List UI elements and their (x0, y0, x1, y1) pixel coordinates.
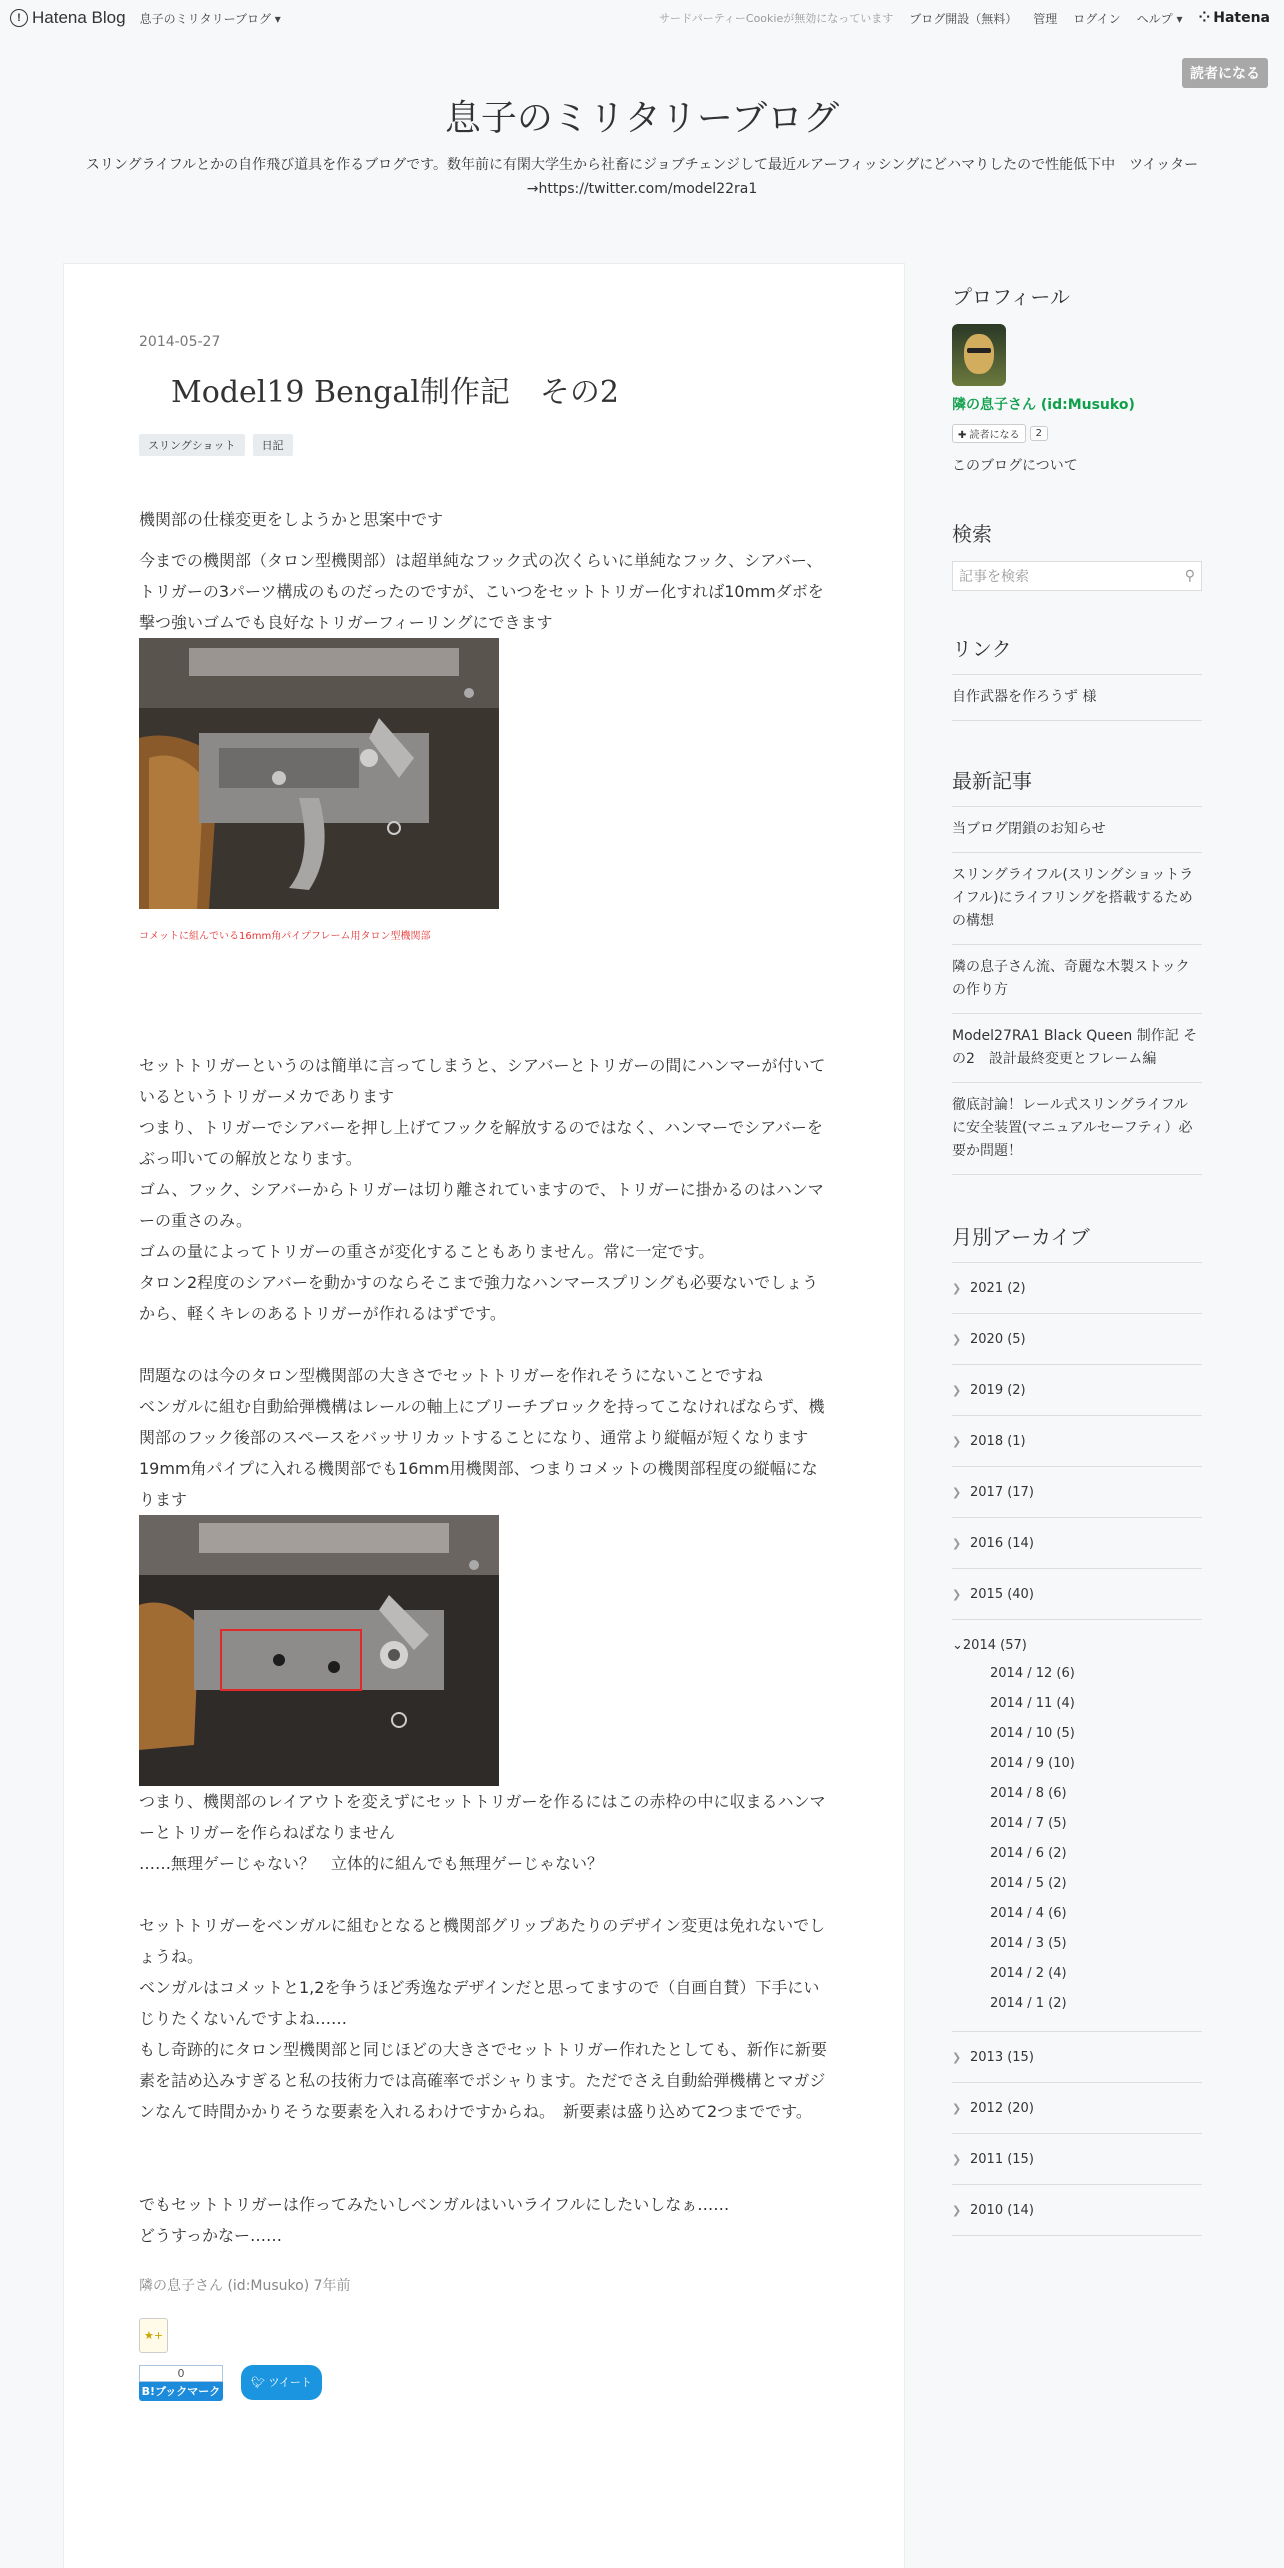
paragraph: つまり、トリガーでシアバーを押し上げてフックを解放するのではなく、ハンマーでシアバーをぶっ叩いての解放となります。 (139, 1118, 823, 1168)
article-author-line[interactable]: 隣の息子さん (id:Musuko) 7年前 (139, 2278, 351, 2294)
paragraph: 機関部の仕様変更をしようかと思案中です (139, 510, 444, 529)
profile-subscribe (952, 424, 1202, 443)
profile-module (952, 281, 1202, 475)
share-buttons (139, 2365, 829, 2401)
add-star-button[interactable]: ★+ (139, 2318, 168, 2353)
hatena-dots-icon: ⁘ (1198, 10, 1211, 26)
paragraph: ゴム、フック、シアバーからトリガーは切り離されていますので、トリガーに掛かるのはハンマーの重さのみ。 (139, 1180, 824, 1230)
archive-month[interactable]: 2014 / 10 (5) (990, 1726, 1075, 1741)
archive-month[interactable]: 2014 / 12 (6) (990, 1666, 1075, 1681)
archive-year[interactable]: ⌄ 2014 (57) (952, 1638, 1027, 1653)
bookmark-label: B!ブックマーク (139, 2382, 223, 2401)
chevron-right-icon: ❯ (952, 2101, 962, 2115)
category-tag[interactable]: スリングショット (139, 434, 245, 456)
article-categories (139, 434, 293, 456)
search-input[interactable] (952, 561, 1202, 591)
archive-year-expanded (952, 1620, 1202, 2032)
article-title[interactable]: Model19 Bengal制作記 その2 (171, 375, 619, 410)
archive-year[interactable]: ❯ 2021 (2) (952, 1263, 1202, 1314)
hatena-logo-icon: ! (10, 9, 28, 27)
paragraph: 今までの機関部（タロン型機関部）は超単純なフック式の次くらいに単純なフック、シアバー、トリガーの3パーツ構成のものだったのですが、こいつをセットトリガー化すれば10mmダボを撃つ強いゴムでも良好なトリガーフィーリングにできます (139, 551, 824, 632)
search-heading: 検索 (952, 522, 992, 546)
archive-year[interactable]: ❯ 2016 (14) (952, 1518, 1202, 1569)
archive-year[interactable]: ❯ 2011 (15) (952, 2134, 1202, 2185)
bookmark-count: 0 (139, 2365, 223, 2382)
paragraph: もし奇跡的にタロン型機関部と同じほどの大きさでセットトリガー作れたとしても、新作に新要素を詰め込みすぎると私の技術力では高確率でポシャります。ただでさえ自動給弾機構とマガジンなんて時間かかりそうな要素を入れるわけですからね。 新要素は盛り込めて2つまでです。 (139, 2040, 827, 2121)
links-module (952, 633, 1202, 721)
trigger-mechanism-photo-1[interactable] (139, 638, 499, 909)
hatena-bookmark-button[interactable] (139, 2365, 223, 2401)
paragraph: セットトリガーをベンガルに組むとなると機関部グリップあたりのデザイン変更は免れないでしょうね。 (139, 1916, 826, 1966)
search-placeholder: 記事を検索 (959, 569, 1029, 585)
recent-entry[interactable]: スリングライフル(スリングショットライフル)にライフリングを搭載するための構想 (952, 853, 1202, 945)
archive-year[interactable]: ❯ 2015 (40) (952, 1569, 1202, 1620)
chevron-right-icon: ❯ (952, 1281, 962, 1295)
chevron-right-icon: ❯ (952, 1434, 962, 1448)
blog-selector[interactable]: 息子のミリタリーブログ ▾ (139, 11, 281, 26)
chevron-right-icon: ❯ (952, 2152, 962, 2166)
archive-year[interactable]: ❯ 2013 (15) (952, 2032, 1202, 2083)
archive-year[interactable]: ❯ 2018 (1) (952, 1416, 1202, 1467)
paragraph: 問題なのは今のタロン型機関部の大きさでセットトリガーを作れそうにないことですね (139, 1366, 763, 1385)
archive-heading: 月別アーカイブ (952, 1221, 1202, 1263)
category-tag[interactable]: 日記 (253, 434, 293, 456)
recent-entry[interactable]: 当ブログ閉鎖のお知らせ (952, 807, 1202, 853)
archive-year[interactable]: ❯ 2017 (17) (952, 1467, 1202, 1518)
paragraph: つまり、機関部のレイアウトを変えずにセットトリガーを作るにはこの赤枠の中に収まるハンマーとトリガーを作らねばなりません (139, 1792, 826, 1842)
chevron-right-icon: ❯ (952, 1536, 962, 1550)
archive-year[interactable]: ❯ 2019 (2) (952, 1365, 1202, 1416)
recent-heading: 最新記事 (952, 765, 1202, 807)
paragraph: ベンガルに組む自動給弾機構はレールの軸上にブリーチブロックを持ってこなければならず、機関部のフック後部のスペースをバッサリカットすることになり、通常より縦幅が短くなります (139, 1397, 825, 1447)
recent-entry[interactable]: Model27RA1 Black Queen 制作記 その2 設計最終変更とフレーム編 (952, 1014, 1202, 1083)
chevron-right-icon: ❯ (952, 2203, 962, 2217)
tweet-button[interactable]: 🐦︎ ツイート (241, 2365, 322, 2400)
chevron-right-icon: ❯ (952, 1485, 962, 1499)
profile-heading: プロフィール (952, 285, 1070, 309)
paragraph: セットトリガーというのは簡単に言ってしまうと、シアバーとトリガーの間にハンマーが付いているというトリガーメカであります (139, 1056, 826, 1106)
search-module (952, 518, 1202, 591)
article-date[interactable]: 2014-05-27 (139, 334, 221, 350)
chevron-right-icon: ❯ (952, 1587, 962, 1601)
avatar[interactable] (952, 324, 1006, 386)
chevron-right-icon: ❯ (952, 1383, 962, 1397)
chevron-down-icon: ⌄ (952, 1638, 963, 1653)
hatena-menu[interactable]: ⁘ Hatena (1198, 10, 1270, 26)
archive-month[interactable]: 2014 / 9 (10) (990, 1756, 1075, 1771)
manage-link[interactable]: 管理 (1033, 11, 1058, 26)
image-caption: コメットに組んでいる16mm角パイプフレーム用タロン型機関部 (139, 931, 431, 942)
about-blog-link[interactable]: このブログについて (952, 458, 1078, 474)
archive-month[interactable]: 2014 / 6 (2) (990, 1846, 1067, 1861)
profile-name[interactable]: 隣の息子さん (id:Musuko) (952, 397, 1135, 413)
subscriber-count[interactable]: 2 (1030, 426, 1048, 441)
paragraph: ……無理ゲーじゃない？ 立体的に組んでも無理ゲーじゃない？ (139, 1854, 604, 1873)
subscribe-small-button[interactable]: ✚ 読者になる (952, 424, 1026, 443)
recent-entry[interactable]: 徹底討論！レール式スリングライフルに安全装置(マニュアルセーフティ）必要か問題！ (952, 1083, 1202, 1175)
paragraph: ゴムの量によってトリガーの重さが変化することもありません。常に一定です。 (139, 1242, 715, 1261)
archive-month[interactable]: 2014 / 1 (2) (990, 1996, 1067, 2011)
help-menu[interactable]: ヘルプ ▾ (1136, 11, 1183, 26)
archive-month[interactable]: 2014 / 2 (4) (990, 1966, 1067, 1981)
archive-month[interactable]: 2014 / 11 (4) (990, 1696, 1075, 1711)
archive-month[interactable]: 2014 / 4 (6) (990, 1906, 1067, 1921)
chevron-right-icon: ❯ (952, 1332, 962, 1346)
global-header (0, 0, 1284, 36)
blog-title[interactable]: 息子のミリタリーブログ (444, 98, 840, 139)
archive-year[interactable]: ❯ 2020 (5) (952, 1314, 1202, 1365)
recent-entry[interactable]: 隣の息子さん流、奇麗な木製ストックの作り方 (952, 945, 1202, 1014)
chevron-right-icon: ❯ (952, 2050, 962, 2064)
paragraph: でもセットトリガーは作ってみたいしベンガルはいいライフルにしたいしなぁ…… (139, 2195, 730, 2214)
trigger-mechanism-photo-2[interactable] (139, 1515, 499, 1786)
archive-year[interactable]: ❯ 2010 (14) (952, 2185, 1202, 2236)
paragraph: 19mm角パイプに入れる機関部でも16mm用機関部、つまりコメットの機関部程度の縦幅になります (139, 1459, 818, 1509)
paragraph: ベンガルはコメットと1,2を争うほど秀逸なデザインだと思ってますので（自画自賛）下手にいじりたくないんですよね…… (139, 1978, 820, 2028)
blog-description: スリングライフルとかの自作飛び道具を作るブログです。数年前に有閑大学生から社畜にジョブチェンジして最近ルアーフィッシングにどハマりしたので性能低下中 ツイッター→https://twitter.com/model22ra1 (85, 157, 1199, 197)
recent-entries-module (952, 765, 1202, 1175)
hatena-blog-logo[interactable]: ! Hatena Blog (10, 8, 126, 28)
article-body (139, 504, 829, 2401)
archive-month[interactable]: 2014 / 5 (2) (990, 1876, 1067, 1891)
link-item[interactable]: 自作武器を作ろうず 様 (952, 675, 1202, 721)
paragraph: どうすっかなー…… (139, 2226, 283, 2245)
archive-month[interactable]: 2014 / 7 (5) (990, 1816, 1067, 1831)
header-right (659, 0, 1270, 36)
archive-month[interactable]: 2014 / 3 (5) (990, 1936, 1067, 1951)
search-icon[interactable]: ⚲ (1184, 568, 1195, 584)
article (63, 263, 905, 2568)
archive-module (952, 1221, 1202, 2236)
login-link[interactable]: ログイン (1073, 11, 1121, 26)
links-heading: リンク (952, 633, 1202, 675)
twitter-bird-icon: 🐦︎ (251, 2376, 265, 2389)
start-blog-link[interactable]: ブログ開設（無料） (909, 11, 1018, 26)
paragraph: タロン2程度のシアバーを動かすのならそこまで強力なハンマースプリングも必要ないでしょうから、軽くキレのあるトリガーが作れるはずです。 (139, 1273, 819, 1323)
archive-month[interactable]: 2014 / 8 (6) (990, 1786, 1067, 1801)
cookie-notice[interactable]: サードパーティーCookieが無効になっています (658, 12, 894, 25)
archive-year[interactable]: ❯ 2012 (20) (952, 2083, 1202, 2134)
subscribe-button[interactable]: 読者になる (1182, 58, 1268, 88)
